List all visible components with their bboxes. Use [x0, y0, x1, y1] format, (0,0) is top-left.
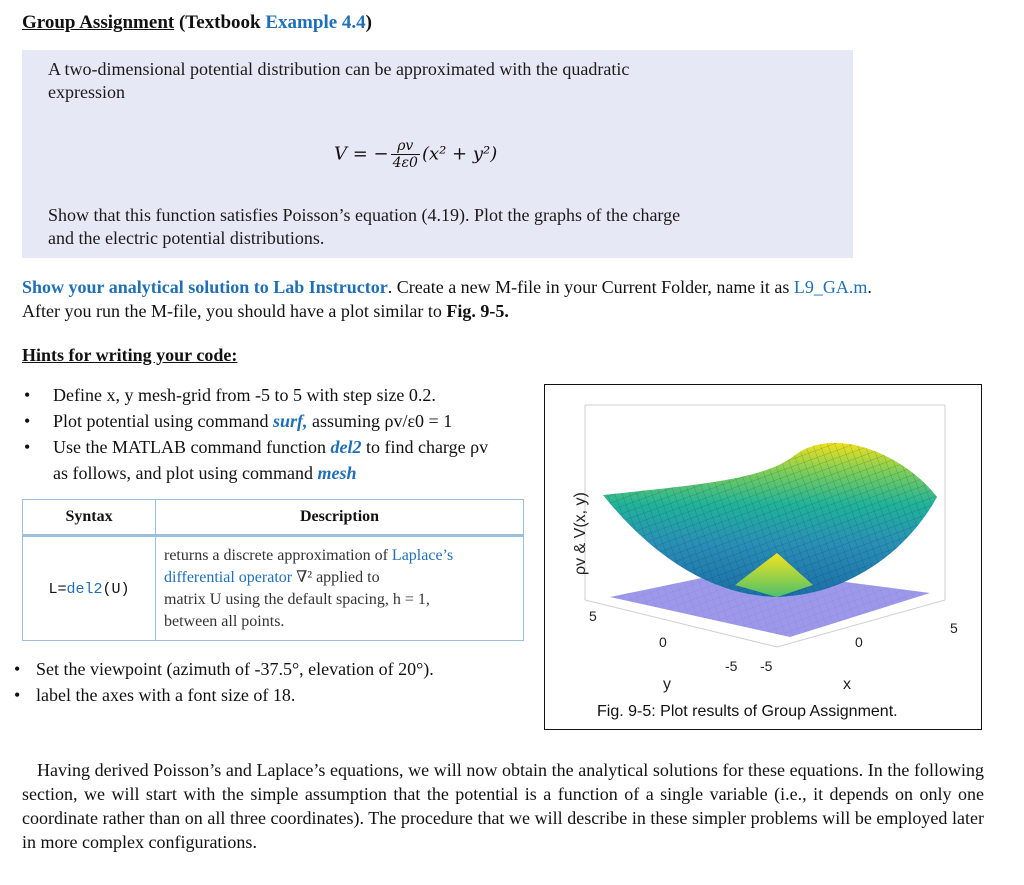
syntax-header: Syntax: [23, 500, 156, 536]
syntax-cell: [23, 536, 156, 642]
surf-command[interactable]: surf,: [272, 411, 308, 431]
title-paren-close: ): [365, 12, 372, 33]
surface-plot: [545, 385, 981, 729]
instructions-text-1: . Create a new M-file in your Current Folder, name it as: [387, 277, 794, 297]
desc-1: returns a discrete approximation of: [164, 547, 392, 564]
hint-del2: [22, 434, 532, 486]
instructions-text-2: .: [867, 277, 872, 297]
tick-x-neg5: -5: [760, 658, 773, 674]
tick-x-0: 0: [855, 634, 863, 650]
tick-y-neg5: -5: [725, 658, 738, 674]
hint-del2-pre: Use the MATLAB command function: [53, 437, 331, 457]
problem-line-4: and the electric potential distributions.: [48, 228, 325, 248]
hint-label: [12, 682, 532, 708]
title-paren-open: (Textbook: [174, 12, 266, 33]
title-main: Group Assignment: [22, 12, 175, 33]
figure-9-5: [544, 384, 982, 730]
assignment-title: [22, 12, 372, 34]
eq-rhs: (x² + y²): [421, 143, 498, 165]
tick-y-0: 0: [659, 634, 667, 650]
x-axis-label: x: [843, 676, 851, 693]
viewpoint-list: [12, 656, 532, 708]
mfile-name[interactable]: L9_GA.m: [793, 277, 868, 297]
caption-text: Plot results of Group Assignment.: [660, 703, 898, 720]
hint-viewpoint: [12, 656, 532, 682]
hints-title: Hints for writing your code:: [22, 345, 238, 365]
description-header: Description: [156, 500, 524, 536]
figure-caption: [597, 703, 898, 721]
caption-label: Fig. 9-5:: [597, 703, 656, 720]
tick-y-5: 5: [589, 608, 597, 624]
hint-del2-post: to find charge ρv: [361, 437, 489, 457]
desc-4: between all points.: [164, 613, 285, 630]
hint-label-text: label the axes with a font size of 18.: [36, 685, 296, 705]
problem-intro: [48, 58, 838, 104]
mesh-command[interactable]: mesh: [317, 463, 357, 483]
hint-meshgrid-text: Define x, y mesh-grid from -5 to 5 with step size 0.2.: [53, 385, 436, 405]
syntax-code: [48, 581, 129, 598]
closing-paragraph: Having derived Poisson’s and Laplace’s equations, we will now obtain the analytical solutions for these equations. In the following section, we will start with the simple assumption that the potential is a function of a single variable (i.e., it depends on only one coordinate rather than on all three coordinates). The procedure that we will describe in these simpler problems will be employed later in more complex configurations.: [22, 760, 984, 852]
problem-box: [22, 50, 853, 258]
z-axis-label: ρv & V(x, y): [572, 492, 589, 575]
syntax-prefix: L=: [48, 581, 67, 598]
example-link[interactable]: Example 4.4: [265, 12, 366, 33]
potential-equation: [334, 138, 497, 171]
hint-surf-pre: Plot potential using command: [53, 411, 273, 431]
operator-link[interactable]: differential operator: [164, 569, 293, 586]
hint-surf: [22, 408, 532, 434]
desc-2: ∇² applied to: [292, 569, 380, 586]
laplace-link[interactable]: Laplace’s: [391, 547, 454, 564]
problem-line-3: Show that this function satisfies Poisson’s equation (4.19). Plot the graphs of the charge: [48, 205, 681, 225]
instructions-text-3: After you run the M-file, you should have a plot similar to: [22, 301, 447, 321]
hints-list: [22, 382, 532, 486]
eq-lhs: V = −: [334, 143, 389, 165]
problem-task: [48, 204, 848, 250]
desc-3: matrix U using the default spacing, h = 1,: [164, 591, 430, 608]
eq-numerator: ρv: [391, 138, 420, 155]
instructions-bold: Show your analytical solution to Lab Instructor: [22, 277, 388, 297]
instructions-paragraph: [22, 275, 982, 323]
description-cell: [156, 536, 524, 642]
tick-x-5: 5: [950, 620, 958, 636]
del2-syntax-table: [22, 499, 524, 641]
eq-denominator: 4ε0: [392, 155, 418, 171]
del2-command[interactable]: del2: [330, 437, 362, 457]
eq-fraction: [391, 138, 420, 171]
hint-mesh-pre: as follows, and plot using command: [53, 463, 318, 483]
syntax-func[interactable]: del2: [66, 581, 103, 598]
y-axis-label: y: [663, 676, 671, 693]
hint-viewpoint-text: Set the viewpoint (azimuth of -37.5°, elevation of 20°).: [36, 659, 434, 679]
syntax-suffix: (U): [102, 581, 130, 598]
problem-line-1: A two-dimensional potential distribution can be approximated with the quadratic: [48, 59, 630, 79]
hint-meshgrid: [22, 382, 532, 408]
hint-surf-post: assuming ρv/ε0 = 1: [307, 411, 453, 431]
figure-reference: Fig. 9-5.: [446, 301, 509, 321]
problem-line-2: expression: [48, 82, 125, 102]
